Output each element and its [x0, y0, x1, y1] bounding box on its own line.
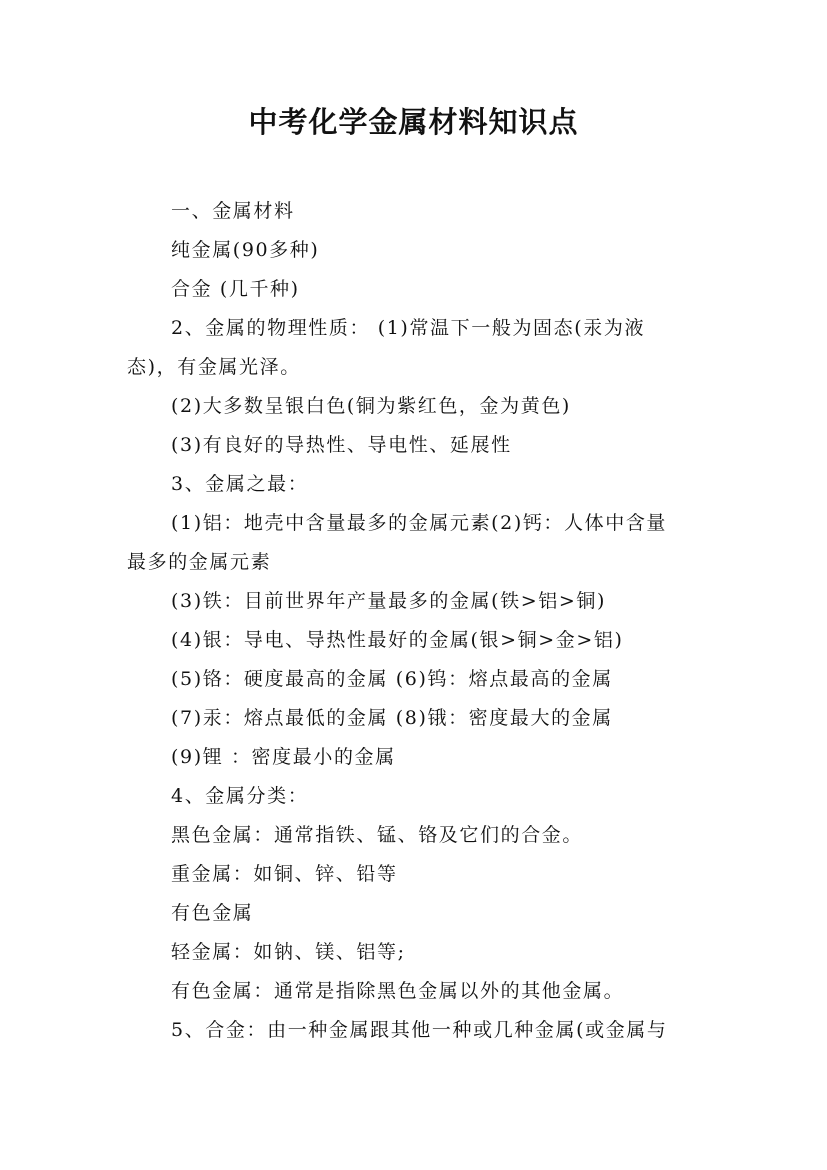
text-line: 2、金属的物理性质： (1)常温下一般为固态(汞为液: [171, 317, 646, 339]
text-line: 重金属：如铜、锌、铅等: [171, 863, 398, 885]
text-line: 5、合金：由一种金属跟其他一种或几种金属(或金属与: [171, 1019, 668, 1041]
text-line: (3)铁：目前世界年产量最多的金属(铁>铝>铜): [171, 590, 606, 612]
text-line: 态)，有金属光泽。: [127, 356, 301, 378]
text-line: (4)银：导电、导热性最好的金属(银>铜>金>铝): [171, 629, 624, 651]
text-line: (3)有良好的导热性、导电性、延展性: [171, 434, 512, 456]
text-line: (5)铬：硬度最高的金属 (6)钨：熔点最高的金属: [171, 668, 613, 690]
text-line: (9)锂 ：密度最小的金属: [171, 746, 396, 768]
text-line: (1)铝：地壳中含量最多的金属元素(2)钙：人体中含量: [171, 512, 668, 534]
document-title: 中考化学金属材料知识点: [248, 105, 579, 139]
text-line: 3、金属之最：: [171, 473, 309, 495]
text-line: 纯金属(90多种): [171, 239, 320, 261]
text-line: 有色金属：通常是指除黑色金属以外的其他金属。: [171, 980, 625, 1002]
text-line: 一、金属材料: [171, 200, 295, 222]
document-body: [127, 192, 701, 1050]
text-line: 轻金属：如钠、镁、铝等;: [171, 941, 406, 963]
text-line: 最多的金属元素: [127, 551, 272, 573]
text-line: 合金 (几千种): [171, 278, 300, 300]
text-line: (7)汞：熔点最低的金属 (8)锇：密度最大的金属: [171, 707, 613, 729]
text-line: 有色金属: [171, 902, 254, 924]
text-line: (2)大多数呈银白色(铜为紫红色，金为黄色): [171, 395, 571, 417]
text-line: 黑色金属：通常指铁、锰、铬及它们的合金。: [171, 824, 584, 846]
text-line: 4、金属分类：: [171, 785, 309, 807]
